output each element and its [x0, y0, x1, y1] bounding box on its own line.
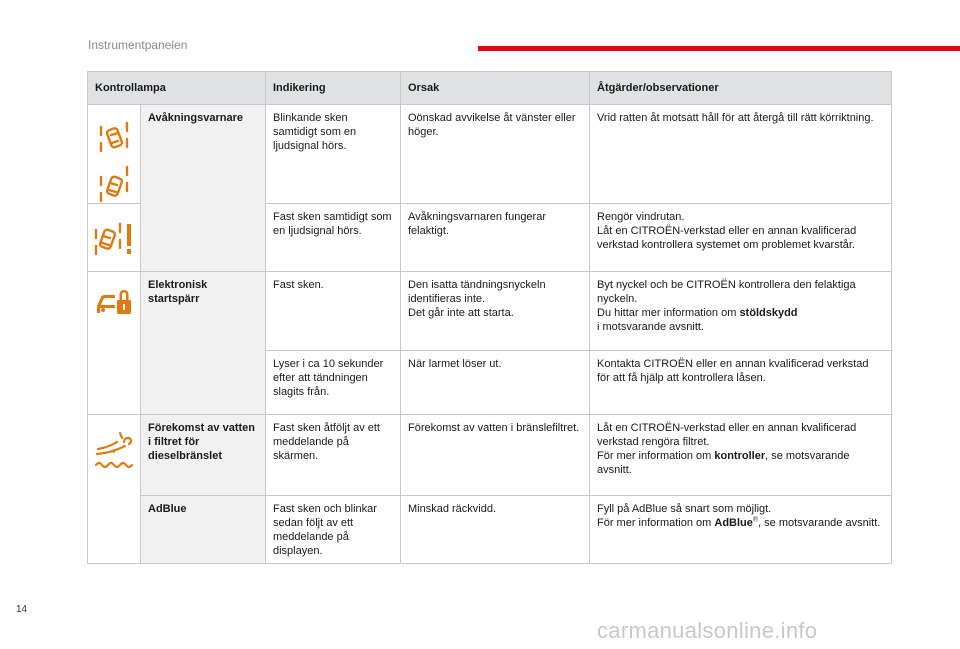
table-row — [88, 496, 892, 564]
header-accent-bar — [478, 46, 960, 51]
icon-cell — [88, 272, 141, 415]
action-cell: Kontakta CITROËN eller en annan kvalificerad verkstad för att få hjälp att kontrollera låsen. — [590, 351, 892, 415]
table-row — [88, 105, 892, 204]
column-header-action: Åtgärder/observationer — [590, 72, 892, 105]
lamp-name: Elektronisk startspärr — [141, 272, 266, 415]
lane-departure-fault-icon — [92, 218, 136, 258]
lamp-name: Avåkningsvarnare — [141, 105, 266, 272]
column-header-lamp: Kontrollampa — [88, 72, 266, 105]
cause-cell: Avåkningsvarnaren fungerar felaktigt. — [401, 204, 590, 272]
reference-prefix: Du hittar mer information om — [597, 307, 740, 319]
reference-prefix: För mer information om — [597, 450, 715, 462]
reference-topic: kontroller — [714, 450, 766, 462]
lamp-name: Förekomst av vatten i filtret för dieselbränslet — [141, 415, 266, 496]
reference-suffix: , se motsvarande avsnitt. — [597, 450, 850, 476]
column-header-cause: Orsak — [401, 72, 590, 105]
action-cell — [590, 496, 892, 564]
immobilizer-car-key-icon — [94, 286, 134, 318]
page-number: 14 — [16, 604, 28, 615]
indication-cell: Fast sken samtidigt som en ljudsignal hörs. — [266, 204, 401, 272]
cause-cell: Oönskad avvikelse åt vänster eller höger. — [401, 105, 590, 204]
column-header-indication: Indikering — [266, 72, 401, 105]
cause-line: Den isatta tändningsnyckeln identifieras inte. — [408, 279, 546, 305]
indication-cell: Fast sken. — [266, 272, 401, 351]
reference-suffix: , se motsvarande avsnitt. — [758, 517, 881, 529]
action-reference — [597, 449, 884, 477]
warning-lamp-table — [87, 71, 892, 564]
action-cell — [590, 415, 892, 496]
reference-topic: stöldskydd — [739, 307, 798, 319]
icon-cell — [88, 204, 141, 272]
action-cell: Vrid ratten åt motsatt håll för att återgå till rätt körriktning. — [590, 105, 892, 204]
action-cell — [590, 204, 892, 272]
indication-cell: Lyser i ca 10 sekunder efter att tändningen slagits från. — [266, 351, 401, 415]
action-line: Rengör vindrutan. — [597, 211, 685, 223]
table-header-row — [88, 72, 892, 105]
water-in-diesel-filter-icon — [93, 429, 135, 469]
registered-mark: ® — [752, 516, 759, 524]
cause-cell: När larmet löser ut. — [401, 351, 590, 415]
icon-cell — [88, 105, 141, 204]
cause-line: Det går inte att starta. — [408, 307, 514, 319]
indication-cell: Blinkande sken samtidigt som en ljudsignal hörs. — [266, 105, 401, 204]
action-reference — [597, 516, 884, 530]
action-cell — [590, 272, 892, 351]
icon-cell — [88, 415, 141, 564]
cause-cell — [401, 272, 590, 351]
action-line: Låt en CITROËN-verkstad eller en annan kvalificerad verkstad rengöra filtret. — [597, 422, 857, 448]
lane-departure-left-icon — [97, 119, 131, 159]
lamp-name: AdBlue — [141, 496, 266, 564]
table-row — [88, 272, 892, 351]
cause-cell: Förekomst av vatten i bränslefiltret. — [401, 415, 590, 496]
page-header-title: Instrumentpanelen — [88, 38, 188, 52]
indication-cell: Fast sken och blinkar sedan följt av ett meddelande på displayen. — [266, 496, 401, 564]
watermark: carmanualsonline.info — [597, 618, 818, 643]
cause-cell: Minskad räckvidd. — [401, 496, 590, 564]
action-line: Fyll på AdBlue så snart som möjligt. — [597, 503, 772, 515]
reference-suffix: i motsvarande avsnitt. — [597, 321, 704, 333]
table-row — [88, 415, 892, 496]
action-line: Byt nyckel och be CITROËN kontrollera den felaktiga nyckeln. — [597, 279, 856, 305]
indication-cell: Fast sken åtföljt av ett meddelande på skärmen. — [266, 415, 401, 496]
reference-prefix: För mer information om — [597, 517, 715, 529]
action-line: Låt en CITROËN-verkstad eller en annan kvalificerad verkstad kontrollera systemet om problemet kvarstår. — [597, 225, 857, 251]
lane-departure-right-icon — [97, 163, 131, 203]
action-reference — [597, 306, 884, 320]
reference-topic: AdBlue — [714, 517, 753, 529]
